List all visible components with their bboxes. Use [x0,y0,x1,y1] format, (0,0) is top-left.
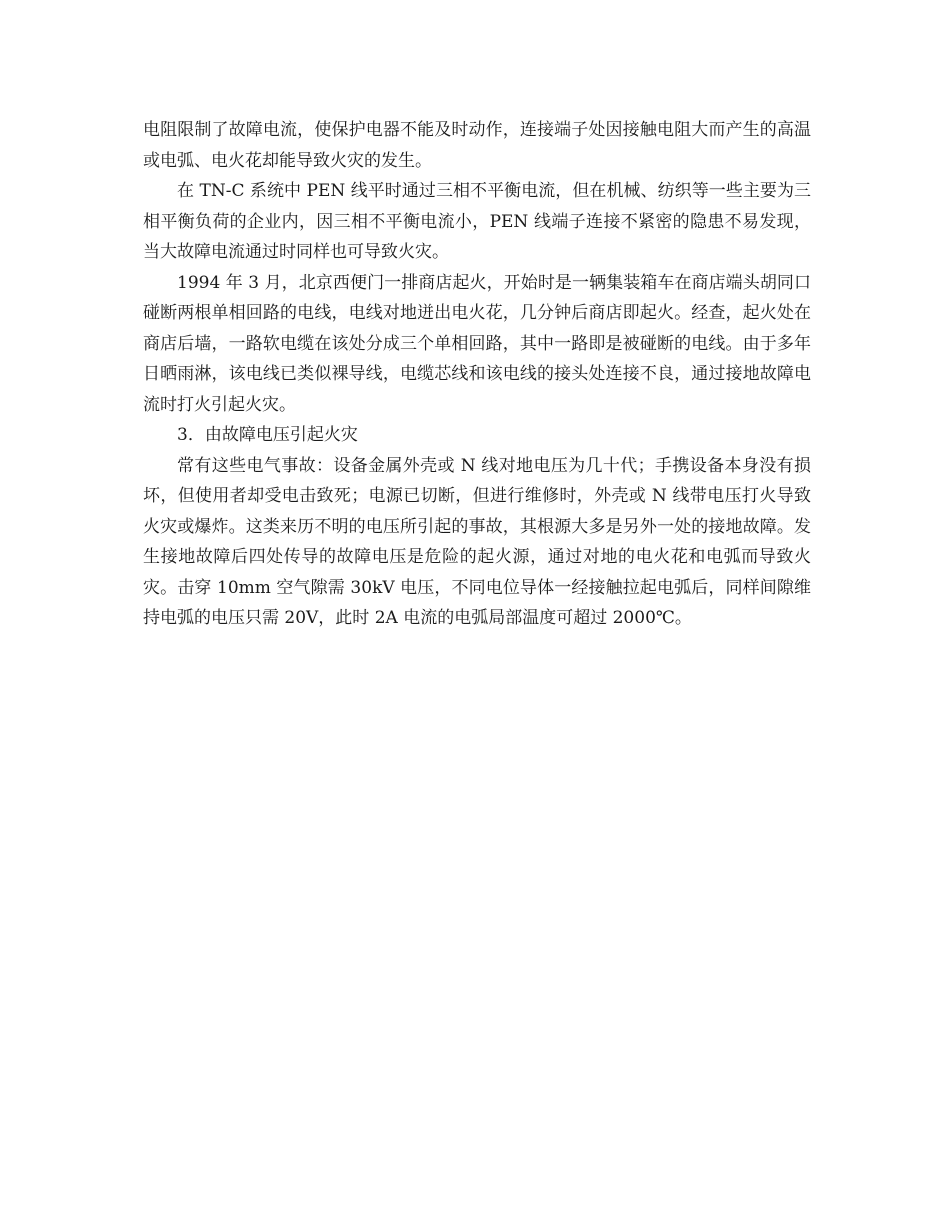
paragraph-continuation: 电阻限制了故障电流，使保护电器不能及时动作，连接端子处因接触电阻大而产生的高温或电弧、电火花却能导致火灾的发生。 [143,120,811,171]
paragraph-beijing-fire-case: 1994 年 3 月，北京西便门一排商店起火，开始时是一辆集装箱车在商店端头胡同口碰断两根单相回路的电线，电线对地迸出电火花，几分钟后商店即起火。经查，起火处在商店后墙，一路软电缆在该处分成三个单相回路，其中一路即是被碰断的电线。由于多年日晒雨淋，该电线已类似裸导线，电缆芯线和该电线的接头处连接不良，通过接地故障电流时打火引起火灾。 [143,272,811,415]
paragraph-fault-voltage: 常有这些电气事故：设备金属外壳或 N 线对地电压为几十代；手携设备本身没有损坏，但使用者却受电击致死；电源已切断，但进行维修时，外壳或 N 线带电压打火导致火灾或爆炸。这类来历不明的电压所引起的事故，其根源大多是另外一处的接地故障。发生接地故障后四处传导的故障电压是危险的起火源，通过对地的电火花和电弧而导致火灾。击穿 10mm 空气隙需 30kV 电压，不同电位导体一经接触拉起电弧后，同样间隙维持电弧的电压只需 20V，此时 2A 电流的电弧局部温度可超过 2000℃。 [143,455,811,628]
document-body [143,115,811,634]
paragraph-tn-c-system: 在 TN-C 系统中 PEN 线平时通过三相不平衡电流，但在机械、纺织等一些主要为三相平衡负荷的企业内，因三相不平衡电流小，PEN 线端子连接不紧密的隐患不易发现，当大故障电流通过时同样也可导致火灾。 [143,181,811,262]
section-heading: 3．由故障电压引起火灾 [177,425,358,445]
